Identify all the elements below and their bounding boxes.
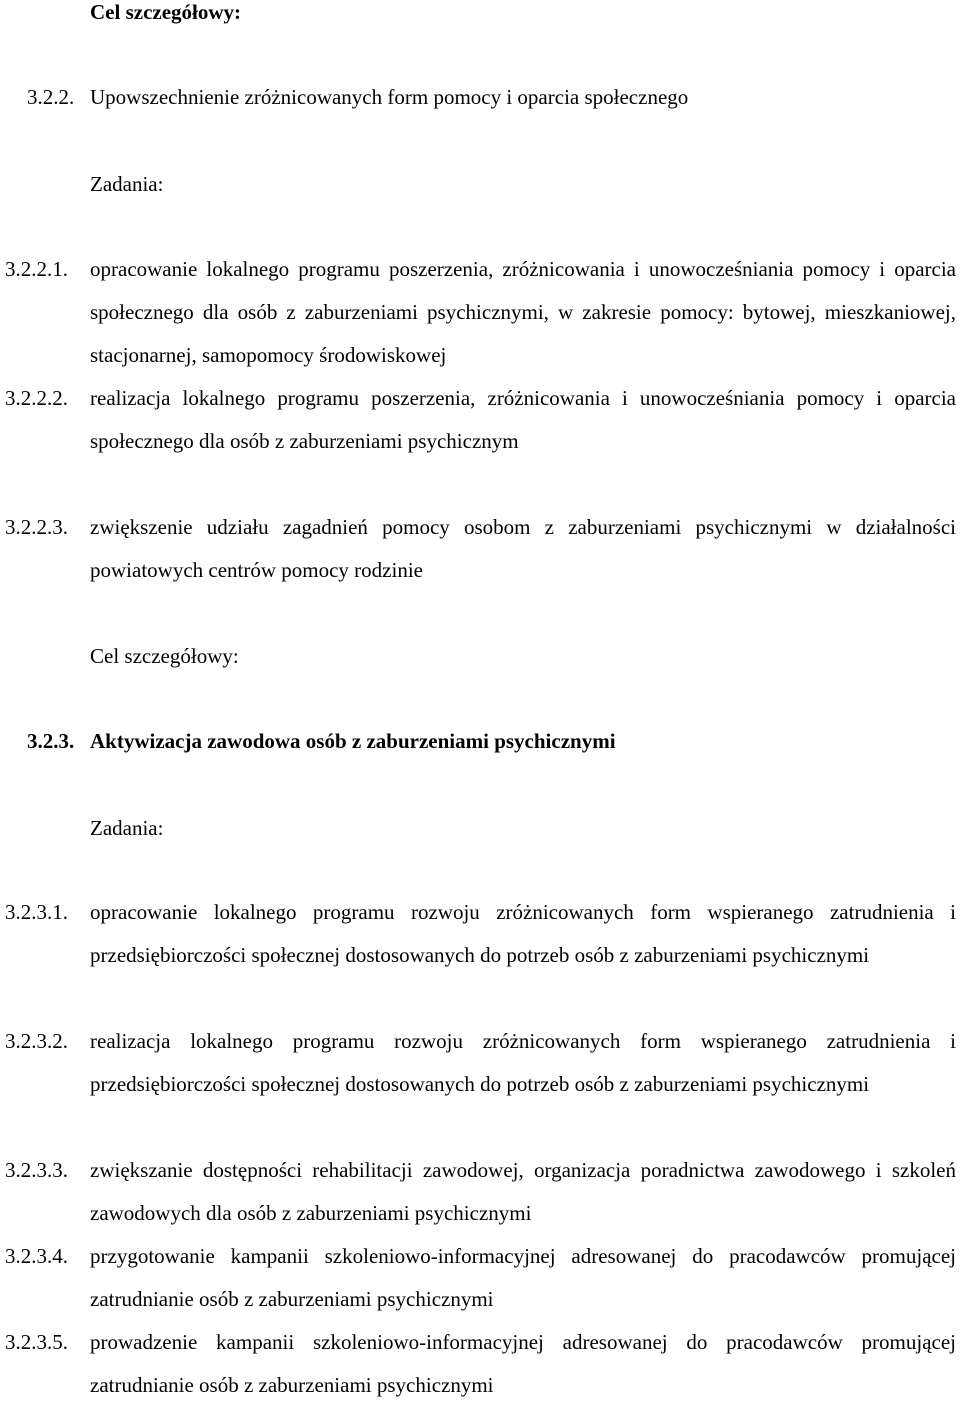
section-3-2-3 <box>27 729 956 754</box>
task-number: 3.2.2.1. <box>5 257 68 281</box>
section-3-2-2 <box>27 85 956 110</box>
task-text: realizacja lokalnego programu poszerzenia, zróżnicowania i unowocześniania pomocy i oparcia społecznego dla osób z zaburzeniami psychicznym <box>90 386 956 453</box>
task-3-2-3-1 <box>5 891 956 977</box>
tasks-label-2: Zadania: <box>90 816 164 840</box>
task-number: 3.2.3.1. <box>5 900 68 924</box>
objective-heading-1: Cel szczegółowy: <box>90 0 242 24</box>
objective-heading-2: Cel szczegółowy: <box>90 644 239 668</box>
task-number: 3.2.3.3. <box>5 1158 68 1182</box>
task-text: realizacja lokalnego programu rozwoju zróżnicowanych form wspieranego zatrudnienia i przedsiębiorczości społecznej dostosowanych do potrzeb osób z zaburzeniami psychicznymi <box>90 1029 956 1096</box>
task-text: prowadzenie kampanii szkoleniowo-informacyjnej adresowanej do pracodawców promującej zatrudnianie osób z zaburzeniami psychicznymi <box>90 1330 956 1397</box>
task-text: opracowanie lokalnego programu rozwoju zróżnicowanych form wspieranego zatrudnienia i przedsiębiorczości społecznej dostosowanych do potrzeb osób z zaburzeniami psychicznymi <box>90 900 956 967</box>
task-3-2-2-1 <box>5 248 956 377</box>
task-number: 3.2.3.5. <box>5 1330 68 1354</box>
task-3-2-3-4 <box>5 1235 956 1321</box>
task-number: 3.2.2.2. <box>5 386 68 410</box>
task-text: przygotowanie kampanii szkoleniowo-informacyjnej adresowanej do pracodawców promującej zatrudnianie osób z zaburzeniami psychicznymi <box>90 1244 956 1311</box>
tasks-label-1: Zadania: <box>90 172 164 196</box>
task-3-2-2-3 <box>5 506 956 592</box>
task-3-2-3-3 <box>5 1149 956 1235</box>
task-3-2-2-2 <box>5 377 956 463</box>
task-3-2-3-5 <box>5 1321 956 1407</box>
section-number: 3.2.2. <box>27 85 75 109</box>
task-text: zwiększanie dostępności rehabilitacji zawodowej, organizacja poradnictwa zawodowego i szkoleń zawodowych dla osób z zaburzeniami psychicznymi <box>90 1158 956 1225</box>
task-3-2-3-2 <box>5 1020 956 1106</box>
task-number: 3.2.2.3. <box>5 515 68 539</box>
task-number: 3.2.3.4. <box>5 1244 68 1268</box>
section-title: Aktywizacja zawodowa osób z zaburzeniami psychicznymi <box>90 729 616 753</box>
task-number: 3.2.3.2. <box>5 1029 68 1053</box>
section-title: Upowszechnienie zróżnicowanych form pomocy i oparcia społecznego <box>90 85 689 109</box>
section-number: 3.2.3. <box>27 729 75 753</box>
task-text: zwiększenie udziału zagadnień pomocy osobom z zaburzeniami psychicznymi w działalności powiatowych centrów pomocy rodzinie <box>90 515 956 582</box>
task-text: opracowanie lokalnego programu poszerzenia, zróżnicowania i unowocześniania pomocy i oparcia społecznego dla osób z zaburzeniami psychicznymi, w zakresie pomocy: bytowej, mieszkaniowej, stacjonarnej, samopomocy środowiskowej <box>90 257 956 367</box>
